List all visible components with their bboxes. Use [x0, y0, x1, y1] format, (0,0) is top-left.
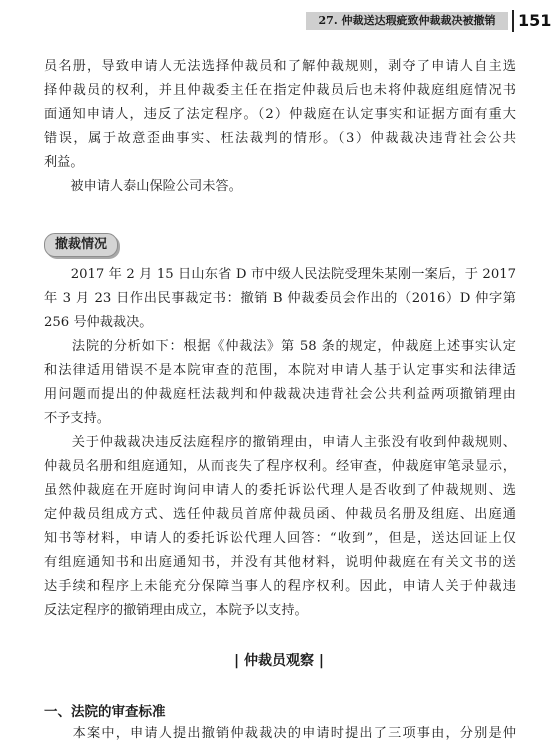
- page-number: 151: [512, 10, 558, 32]
- text-line: 2017 年 2 月 15 日山东省 D 市中级人民法院受理朱某刚一案后，于 2017: [44, 267, 516, 282]
- paragraph-respondent: [44, 175, 516, 199]
- text-line: 不予支持。: [44, 411, 110, 426]
- text-line: 有组庭通知书和出庭通知书，并没有其他材料，说明仲裁庭在有关文书的送: [44, 555, 516, 570]
- running-header: [0, 10, 558, 34]
- paragraph-petition-grounds: [44, 55, 516, 175]
- text-line: 被申请人泰山保险公司未答。: [44, 179, 242, 194]
- text-line: 年 3 月 23 日作出民事裁定书：撤销 B 仲裁委员会作出的（2016）D 仲字第: [44, 291, 516, 306]
- text-line: 错误，属于故意歪曲事实、枉法裁判的情形。（3）仲裁裁决违背社会公共: [44, 131, 516, 146]
- text-line: 用问题而提出的仲裁庭枉法裁判和仲裁裁决违背社会公共利益两项撤销理由: [44, 387, 516, 402]
- text-line: 本案中，申请人提出撤销仲裁裁决的申请时提出了三项事由，分别是仲: [44, 726, 516, 741]
- text-line: 虽然仲裁庭在开庭时询问申请人的委托诉讼代理人是否收到了仲裁规则、选: [44, 483, 516, 498]
- text-line: 仲裁员名册和组庭通知，从而丧失了程序权利。经审查，仲裁庭审笔录显示，: [44, 459, 516, 474]
- text-line: 和法律适用错误不是本院审查的范围，本院对申请人基于认定事实和法律适: [44, 363, 516, 378]
- paragraph-review-standard: [44, 722, 516, 746]
- text-line: 择仲裁员的权利，并且仲裁委主任在指定仲裁员后也未将仲裁庭组庭情况书: [44, 83, 516, 98]
- text-line: 达手续和程序上未能充分保障当事人的程序权利。因此，申请人关于仲裁违: [44, 579, 516, 594]
- text-line: 反法定程序的撤销理由成立，本院予以支持。: [44, 603, 308, 618]
- text-line: 员名册，导致申请人无法选择仲裁员和了解仲裁规则，剥夺了申请人自主选: [44, 59, 516, 74]
- text-line: 定仲裁员组成方式、选任仲裁员首席仲裁员函、仲裁员名册及组庭、出庭通: [44, 507, 516, 522]
- text-line: 法院的分析如下：根据《仲裁法》第 58 条的规定，仲裁庭上述事实认定: [44, 339, 516, 354]
- text-line: 256 号仲裁裁决。: [44, 315, 153, 330]
- running-title: 27. 仲裁送达瑕疵致仲裁裁决被撤销: [306, 12, 508, 30]
- paragraph-court-analysis: [44, 335, 516, 431]
- text-line: 面通知申请人，违反了法定程序。（2）仲裁庭在认定事实和证据方面有重大: [44, 107, 516, 122]
- text-line: 知书等材料，申请人的委托诉讼代理人回答：“收到”，但是，送达回证上仅: [44, 531, 516, 546]
- text-line: 关于仲裁裁决违反法庭程序的撤销理由，申请人主张没有收到仲裁规则、: [44, 435, 516, 450]
- paragraph-court-ruling: [44, 263, 516, 335]
- sub-heading: 一、法院的审查标准: [44, 704, 166, 720]
- section-tag: 撤裁情况: [44, 233, 118, 257]
- section-title: | 仲裁员观察 |: [234, 653, 324, 669]
- text-line: 利益。: [44, 155, 84, 170]
- paragraph-procedure-finding: [44, 431, 516, 623]
